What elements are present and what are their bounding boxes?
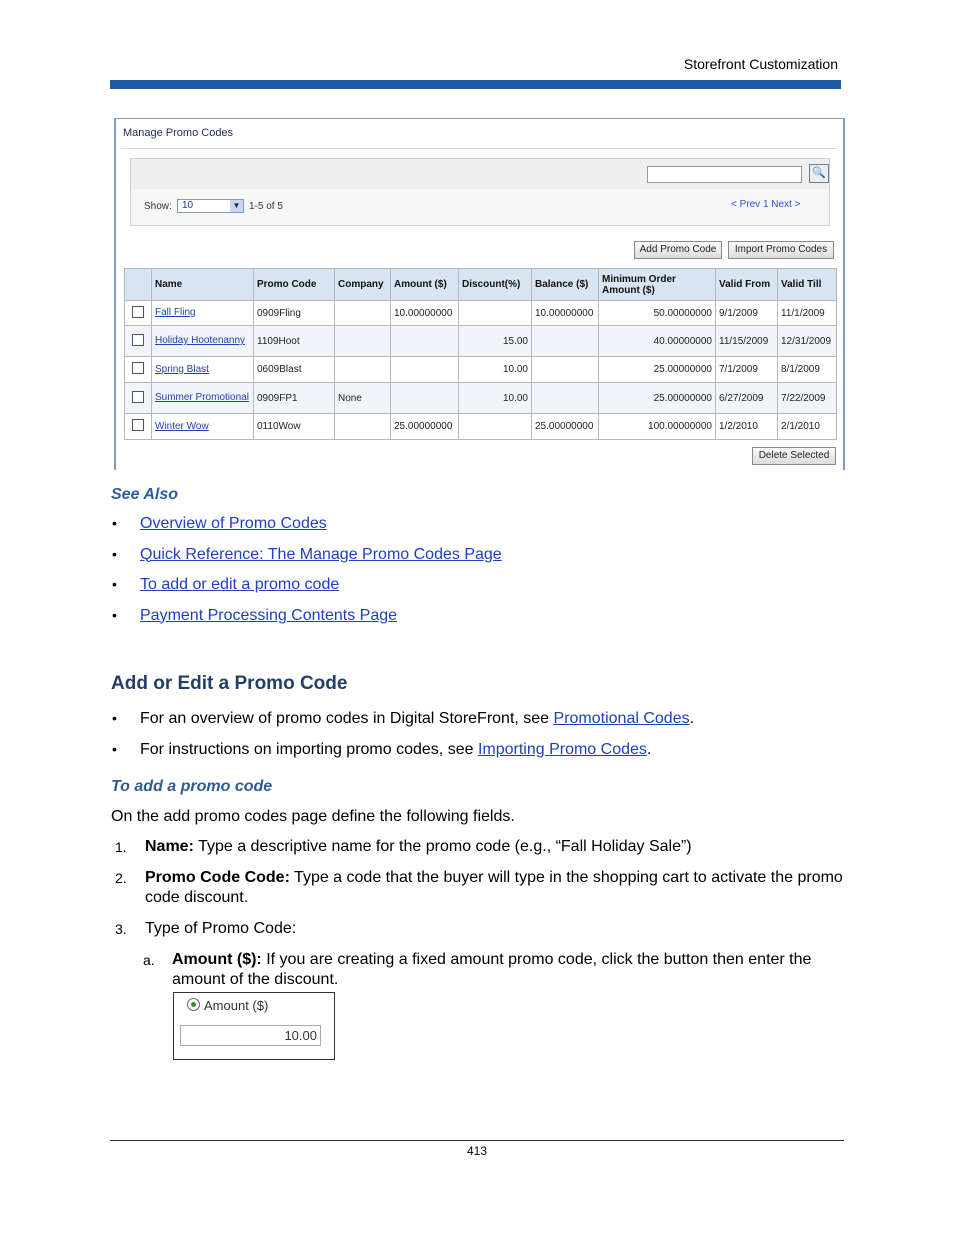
valid-from-cell: 1/2/2010 (716, 414, 778, 440)
pager[interactable]: < Prev 1 Next > (731, 199, 801, 210)
see-also-link[interactable]: To add or edit a promo code (140, 576, 340, 593)
discount-cell (459, 414, 532, 440)
balance-cell: 25.00000000 (532, 414, 599, 440)
step-number: 3. (115, 921, 127, 937)
min-order-cell: 25.00000000 (599, 383, 716, 414)
chevron-down-icon: ▼ (230, 200, 243, 212)
balance-cell: 10.00000000 (532, 301, 599, 326)
table-row (125, 383, 837, 414)
column-header[interactable]: Valid Till (778, 269, 837, 301)
import-promo-codes-button[interactable]: Import Promo Codes (728, 241, 834, 259)
discount-cell: 10.00 (459, 357, 532, 383)
step-3 (115, 919, 845, 939)
table-row (125, 357, 837, 383)
add-promo-code-button[interactable]: Add Promo Code (634, 241, 722, 259)
promo-name-link[interactable]: Fall Fling (152, 301, 254, 326)
step-label: Promo Code Code: (145, 869, 290, 886)
promo-code-cell: 0609Blast (254, 357, 335, 383)
list-item (110, 546, 502, 577)
promo-name-link[interactable]: Spring Blast (152, 357, 254, 383)
table-row (125, 326, 837, 357)
step-label: Amount ($): (172, 951, 262, 968)
amount-radio[interactable] (187, 998, 200, 1011)
importing-promo-codes-link[interactable]: Importing Promo Codes (477, 741, 647, 758)
bullet-text: For an overview of promo codes in Digital StoreFront, see (140, 710, 554, 727)
promo-code-cell: 1109Hoot (254, 326, 335, 357)
balance-cell (532, 357, 599, 383)
row-checkbox-cell (125, 383, 152, 414)
amount-cell: 25.00000000 (391, 414, 459, 440)
min-order-cell: 100.00000000 (599, 414, 716, 440)
overview-list (110, 710, 694, 772)
company-cell (335, 326, 391, 357)
section-heading: Add or Edit a Promo Code (111, 673, 348, 694)
min-order-cell: 40.00000000 (599, 326, 716, 357)
valid-till-cell: 12/31/2009 (778, 326, 837, 357)
step-text: If you are creating a fixed amount promo code, click the button then enter the amount of the discount. (172, 951, 812, 988)
company-cell (335, 414, 391, 440)
min-order-cell: 50.00000000 (599, 301, 716, 326)
valid-from-cell: 6/27/2009 (716, 383, 778, 414)
balance-cell (532, 326, 599, 357)
promo-code-cell: 0909Fling (254, 301, 335, 326)
amount-cell (391, 326, 459, 357)
show-select[interactable] (177, 199, 244, 213)
header-bar (110, 80, 841, 89)
delete-selected-button[interactable]: Delete Selected (752, 447, 836, 465)
column-header[interactable]: Name (152, 269, 254, 301)
table-row (125, 414, 837, 440)
procedure-heading: To add a promo code (111, 778, 273, 795)
row-checkbox-cell (125, 301, 152, 326)
step-number: 1. (115, 839, 127, 855)
step-label: Name: (145, 838, 194, 855)
step-a (143, 950, 832, 990)
row-checkbox[interactable] (132, 334, 144, 346)
step-text: Type a descriptive name for the promo code (e.g., “Fall Holiday Sale”) (193, 838, 692, 855)
discount-cell: 10.00 (459, 383, 532, 414)
row-checkbox-cell (125, 414, 152, 440)
balance-cell (532, 383, 599, 414)
list-item (110, 710, 694, 741)
discount-cell: 15.00 (459, 326, 532, 357)
intro-text: On the add promo codes page define the following fields. (111, 808, 515, 825)
promo-codes-table (124, 268, 837, 440)
column-header[interactable]: Minimum Order Amount ($) (599, 269, 716, 301)
search-icon[interactable]: 🔍 (809, 164, 829, 183)
step-text: Type of Promo Code: (145, 920, 297, 937)
row-checkbox[interactable] (132, 391, 144, 403)
column-header[interactable]: Promo Code (254, 269, 335, 301)
company-cell (335, 301, 391, 326)
step-2 (115, 868, 845, 908)
valid-till-cell: 7/22/2009 (778, 383, 837, 414)
step-number: a. (143, 952, 155, 968)
promotional-codes-link[interactable]: Promotional Codes (553, 710, 690, 727)
discount-cell (459, 301, 532, 326)
amount-label: Amount ($) (204, 998, 269, 1013)
company-cell: None (335, 383, 391, 414)
page-number: 413 (466, 1144, 488, 1158)
see-also-link[interactable]: Overview of Promo Codes (140, 515, 327, 532)
column-header[interactable]: Amount ($) (391, 269, 459, 301)
panel-title: Manage Promo Codes (123, 127, 234, 139)
see-also-heading: See Also (111, 486, 178, 503)
search-input[interactable] (647, 166, 802, 183)
see-also-list (110, 515, 502, 637)
promo-name-link[interactable]: Holiday Hootenanny (152, 326, 254, 357)
select-column-header (125, 269, 152, 301)
valid-from-cell: 9/1/2009 (716, 301, 778, 326)
column-header[interactable]: Balance ($) (532, 269, 599, 301)
amount-input[interactable]: 10.00 (180, 1025, 321, 1046)
row-checkbox[interactable] (132, 419, 144, 431)
see-also-link[interactable]: Quick Reference: The Manage Promo Codes Page (140, 545, 502, 563)
valid-till-cell: 8/1/2009 (778, 357, 837, 383)
row-checkbox-cell (125, 326, 152, 357)
step-number: 2. (115, 870, 127, 886)
row-checkbox[interactable] (132, 362, 144, 374)
result-count: 1-5 of 5 (249, 201, 283, 212)
valid-from-cell: 7/1/2009 (716, 357, 778, 383)
bullet-punct: . (646, 741, 652, 758)
row-checkbox[interactable] (132, 306, 144, 318)
valid-till-cell: 11/1/2009 (778, 301, 837, 326)
table-header-row (125, 269, 837, 301)
list-item (110, 607, 502, 638)
amount-cell: 10.00000000 (391, 301, 459, 326)
company-cell (335, 357, 391, 383)
footer-rule (110, 1140, 844, 1141)
column-header[interactable]: Discount(%) (459, 269, 532, 301)
list-item (110, 515, 502, 546)
table-row (125, 301, 837, 326)
promo-code-cell: 0110Wow (254, 414, 335, 440)
show-select-value: 10 (182, 200, 194, 211)
promo-name-link[interactable]: Winter Wow (152, 414, 254, 440)
amount-cell (391, 357, 459, 383)
list-item (110, 576, 502, 607)
amount-cell (391, 383, 459, 414)
min-order-cell: 25.00000000 (599, 357, 716, 383)
column-header[interactable]: Company (335, 269, 391, 301)
step-1 (115, 837, 845, 857)
bullet-punct: . (689, 710, 695, 727)
step-text: Type a code that the buyer will type in the shopping cart to activate the promo code discount. (145, 869, 843, 906)
list-item (110, 741, 694, 772)
promo-code-cell: 0909FP1 (254, 383, 335, 414)
running-header: Storefront Customization (683, 56, 838, 72)
promo-name-link[interactable]: Summer Promotional (152, 383, 254, 414)
panel-divider (121, 148, 837, 149)
column-header[interactable]: Valid From (716, 269, 778, 301)
valid-till-cell: 2/1/2010 (778, 414, 837, 440)
valid-from-cell: 11/15/2009 (716, 326, 778, 357)
see-also-link[interactable]: Payment Processing Contents Page (140, 606, 398, 624)
bullet-text: For instructions on importing promo codes, see (140, 741, 478, 758)
row-checkbox-cell (125, 357, 152, 383)
show-label: Show: (144, 201, 172, 212)
